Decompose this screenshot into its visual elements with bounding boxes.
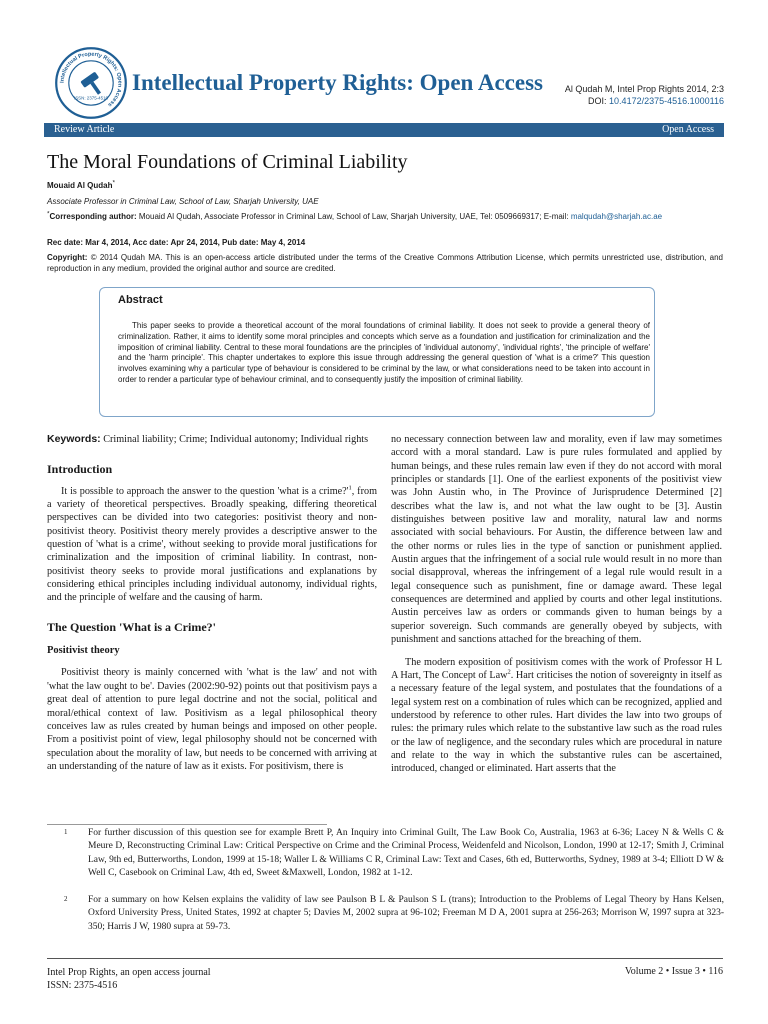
author-line — [47, 180, 723, 191]
citation-line: Al Qudah M, Intel Prop Rights 2014, 2:3 — [564, 84, 724, 94]
author-affiliation: Associate Professor in Criminal Law, School of Law, Sharjah University, UAE — [47, 197, 319, 206]
corresponding-author — [47, 211, 723, 222]
journal-title: Intellectual Property Rights: Open Access — [132, 70, 543, 95]
introduction-heading: Introduction — [47, 462, 113, 477]
question-heading: The Question 'What is a Crime?' — [47, 619, 217, 634]
keywords-text: Criminal liability; Crime; Individual autonomy; Individual rights — [103, 434, 369, 445]
footer-divider — [47, 958, 723, 959]
doi-link[interactable]: 10.4172/2375-4516.1000116 — [609, 96, 724, 106]
abstract-heading: Abstract — [118, 294, 163, 306]
footer-journal-info — [47, 966, 211, 992]
svg-text:ISSN: 2375-4516: ISSN: 2375-4516 — [73, 95, 109, 101]
doi-label: DOI: — [588, 96, 607, 106]
footnote-ref-1: 1 — [348, 484, 352, 492]
corresponding-mark: * — [47, 210, 50, 218]
right-column — [391, 433, 722, 776]
author-name: Mouaid Al Qudah — [47, 181, 113, 190]
footnote-divider — [47, 824, 327, 825]
keywords-label: Keywords: — [47, 433, 101, 445]
right-paragraph-2: The modern exposition of positivism comes with the work of Professor H L A Hart, The Concept of Law$^2$. Hart criticises the notion of sovereignty in itself as a necessary feature of the legal system, and postulates that the foundations of a legal system rest on a combination of rules which can be recognized, applied and understood by reference to other rules. Hart divides the law into two groups of rules: the primary rules which relate to the substantive law such as the road rules or the law of negligence, and the secondary rules which are procedural in nature and relate to the way in which the substantive rules can be ascertained, introduced, changed or eliminated. Hart asserts that the — [391, 656, 722, 775]
corresponding-text: Mouaid Al Qudah, Associate Professor in Criminal Law, School of Law, Sharjah University, UAE, Tel: 0509669317; E-mail: — [138, 212, 569, 221]
positivist-paragraph: Positivist theory is mainly concerned with 'what is the law' and not with 'what the law ought to be'. Davies (2002:90-92) points out that positivism pays a great deal of attention to pure legal doctrine and not the social, political and moral/ethical context of law. Positivism as a legal philosophical theory conceives law as rules created by human beings and imposed on other people. From a positivist point of view, legal philosophy should not be concerned with speculation about the morality of law, but needs to be concerned with arriving at an understanding of the nature of law as it exists. For positivism, there is — [47, 667, 377, 772]
positivist-heading: Positivist theory — [47, 645, 120, 657]
corresponding-label: Corresponding author: — [49, 212, 137, 221]
footer-volume-info: Volume 2 • Issue 3 • 116 — [624, 966, 723, 977]
footnote-number-2: 2 — [64, 895, 68, 903]
footnote-1: For further discussion of this question see for example Brett P, An Inquiry into Criminal Guilt, The Law Book Co, Australia, 1963 at 6-36; Lacey N & Wells C & Meure D, Reconstructing Criminal Law: Critical Perspective on Crime and the Criminal Process, Weidenfeld and Nicolson, London, 1990 at 12-17; Smith J, Criminal Law, 9th ed, Butterworths, London, 1999 at 15-18; Waller L & Williams C R, Criminal Law: Text and Cases, 6th ed, Butterworths, Sydney, 1989 at 3-4; Elliott D W & Well C, Casebook on Criminal Law, 4th ed, Sweet &Maxwell, London, 1982 at 1-12. — [88, 828, 724, 879]
article-dates: Rec date: Mar 4, 2014, Acc date: Apr 24, 2014, Pub date: May 4, 2014 — [47, 238, 306, 247]
keywords-paragraph — [47, 433, 377, 446]
right-paragraph-1: no necessary connection between law and morality, even if law may sometimes accord with a moral standard. Law is pure rules formulated and applied by human beings, and these rules remain law even if they do not accord with moral principles or standards [1]. One of the earliest exponents of the positivist view was John Austin who, in The Province of Jurisprudence Determined [2] describes what the law is, and not what the law ought to be [3]. Austin distinguishes between positive law and morality, natural law and norms associated with social behaviours. For Austin, the difference between law and the other norms or rules lies in the type of sanction or punishment applied. Austin argues that the infringement of a social rule would result in no more than social disapproval, whereas the infringement of a legal rule would result in a legal consequence such as punishment, fine or damage award. These legal consequences are determined and applied by courts and other legal institutions. Austin perceives law as orders or commands given to human beings by a superior sovereign. Such commands are generally obeyed by subjects, with punishment and sanctions attached for the breaching of them. — [391, 434, 722, 646]
article-type-ribbon — [44, 123, 724, 137]
doi-line — [565, 95, 724, 107]
article-type-label: Review Article — [54, 124, 115, 135]
copyright-text: © 2014 Qudah MA. This is an open-access article distributed under the terms of the Creative Commons Attribution License, which permits unrestricted use, distribution, and reproduction in any medium, provided the original author and source are credited. — [47, 253, 723, 273]
left-column — [47, 433, 377, 773]
journal-logo — [54, 46, 128, 120]
author-mark: * — [112, 179, 116, 187]
abstract-box — [99, 287, 655, 417]
footer-journal: Intel Prop Rights, an open access journal — [47, 967, 211, 978]
citation-block — [565, 83, 724, 107]
copyright-label: Copyright: — [47, 253, 88, 262]
abstract-text: This paper seeks to provide a theoretical account of the moral foundations of criminal liability. It does not seek to provide a general theory of criminalization. Rather, it aims to identify some moral principles and concepts which serve as a foundation and justification for criminalization and the imposition of criminal liability. Central to these moral foundations are the principles of 'individual autonomy', 'individual rights', 'the principle of welfare' and the 'harm principle'. This chapter undertakes to explore this issue through addressing the general question of 'what is a crime?' This question involves examining why a particular type of behaviour is considered to be criminal by the law, or what considerations need to be taken into account in order to render a particular type of behaviour criminal, and to consequently justify the imposition of criminal liability. — [118, 321, 650, 384]
footnote-ref-2: 2 — [507, 668, 511, 676]
footnote-number-1: 1 — [64, 828, 68, 836]
introduction-paragraph: It is possible to approach the answer to the question 'what is a $crime?'^1$, from a variety of theoretical perspectives. Broadly speaking, differing theoretical perspectives can be divided into two categories: positivist theory and non-positivist theory. Positivist theory merely provides a descriptive answer to the question of 'what is a crime', without seeking to provide moral justifications for criminalization and the imposition of criminal liability. In contrast, non-positivist theory seeks to provide moral justifications and explanations by considering ethical principles including individual autonomy, individual rights, and the principle of welfare and the causing of harm. — [47, 484, 377, 604]
footer-issn: ISSN: 2375-4516 — [47, 980, 118, 991]
svg-text:Intellectual Property Rights:: Intellectual Property Rights: Open Access — [59, 51, 123, 108]
footnote-2: For a summary on how Kelsen explains the validity of law see Paulson B L & Paulson S L (trans); Introduction to the Problems of Legal Theory by Hans Kelsen, Oxford University Press, United States, 1992 at chapter 5; Davies M, 2002 supra at 96-102; Freeman M D A, 2001 supra at 256-263; Morrison W, 1997 supra at 323-350; Harris J W, 1980 supra at 59-73. — [88, 895, 724, 932]
open-access-label: Open Access — [662, 124, 714, 135]
copyright-notice — [47, 252, 723, 274]
article-title: The Moral Foundations of Criminal Liability — [47, 151, 408, 173]
author-email-link[interactable]: malqudah@sharjah.ac.ae — [570, 212, 663, 221]
